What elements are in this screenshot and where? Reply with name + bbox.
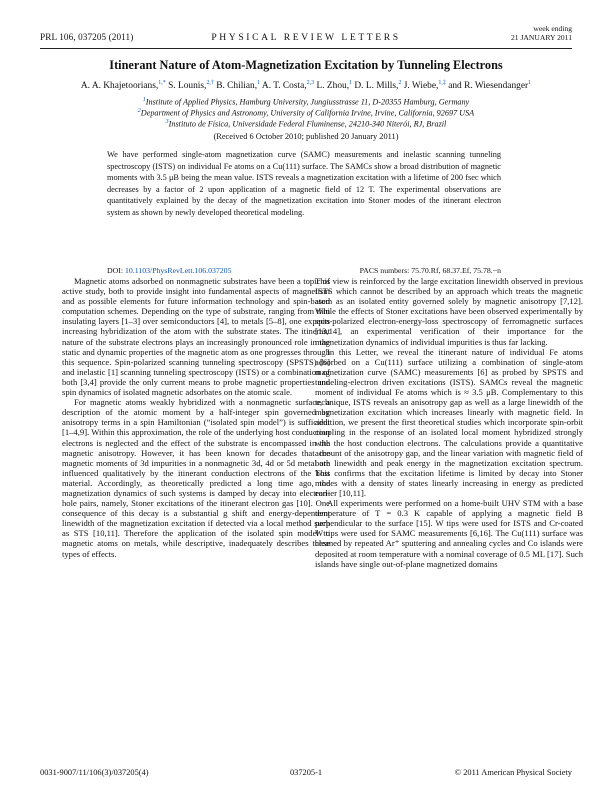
doi-line xyxy=(107,266,231,275)
journal-citation: PRL 106, 037205 (2011) xyxy=(40,32,134,42)
affiliation-text: Department of Physics and Astronomy, University of California Irvine, Irvine, California, 92697 USA xyxy=(140,108,475,118)
affiliation-1 xyxy=(40,97,572,107)
body-paragraph: This view is reinforced by the large excitation linewidth observed in previous ISTS which cannot be described by an approach which treats the magnetic atom as an isolated entity governed solely by magnetic anisotropy [7,12]. While the effects of Stoner excitations have been observed experimentally by spin-polarized electron-energy-loss spectroscopy of ferromagnetic surfaces [13,14], an experimental verification of their importance for the magnetization dynamics of individual impurities is thus far lacking. xyxy=(315,276,583,347)
pacs-numbers: PACS numbers: 75.70.Rf, 68.37.Ef, 75.78.−n xyxy=(359,266,501,275)
doi-label: DOI: xyxy=(107,266,125,275)
week-label: week ending xyxy=(533,24,572,33)
received-dates: (Received 6 October 2010; published 20 January 2011) xyxy=(213,132,399,141)
week-date: 21 JANUARY 2011 xyxy=(510,33,572,42)
affiliation-text: Instituto de Física, Universidade Federal Fluminense, 24210-340 Niterói, RJ, Brazil xyxy=(168,119,447,129)
copyright: © 2011 American Physical Society xyxy=(454,768,572,777)
body-paragraph: Magnetic atoms adsorbed on nonmagnetic substrates have been a topic of active study, both to provide insight into fundamental aspects of magnetism and as possible elements for future information technology and spin-based computation schemes. Depending on the type of substrate, ranging from thin insulating layers [1–3] over semiconductors [4], to metals [5–8], one expects increasing hybridization of the atom with the substrate states. The itinerant nature of the substrate electrons plays an increasingly pronounced role in the static and dynamic properties of the magnetic atom as one progresses through this sequence. Spin-polarized scanning tunneling spectroscopy (SPSTS) [6] and inelastic [1] scanning tunneling spectroscopy (ISTS) or a combination of both [3,4] provide the only current means to probe magnetic properties and spin dynamics of isolated magnetic adsorbates on the atomic scale. xyxy=(62,276,330,398)
author: A. T. Costa, xyxy=(261,81,307,92)
affiliation-3 xyxy=(40,119,572,129)
doi-link[interactable]: 10.1103/PhysRevLett.106.037205 xyxy=(124,266,232,275)
author-affil-mark[interactable]: 1,* xyxy=(158,80,166,86)
author-list xyxy=(40,80,572,91)
running-header xyxy=(40,24,572,48)
author: A. A. Khajetoorians, xyxy=(80,81,159,92)
author-affil-mark[interactable]: 1 xyxy=(528,80,532,86)
author: J. Wiebe, xyxy=(403,81,439,92)
issue-date xyxy=(511,24,572,42)
footer-code: 0031-9007/11/106(3)/037205(4) xyxy=(40,768,149,777)
left-column xyxy=(62,276,330,559)
author-affil-mark[interactable]: 1 xyxy=(349,80,353,86)
affiliation-number: 1 xyxy=(142,97,146,103)
abstract: We have performed single-atom magnetization curve (SAMC) measurements and inelastic scanning tunneling spectroscopy (ISTS) on individual Fe atoms on a Cu(111) surface. The SAMCs show a broad distribution of magnetic moments with 3.5 μB being the mean value. ISTS reveals a magnetization excitation with a lifetime of 200 fsec which decreases by a factor of 2 upon application of a magnetic field of 12 T. The experimental observations are quantitatively explained by the decay of the magnetization excitation into Stoner modes of the itinerant electron system as shown by newly developed theoretical modeling. xyxy=(107,150,501,217)
author: and R. Wiesendanger xyxy=(448,81,529,92)
author-affil-mark[interactable]: 1 xyxy=(257,80,261,86)
author: B. Chilian, xyxy=(216,81,258,92)
affiliation-number: 3 xyxy=(165,119,169,125)
body-paragraph: In this Letter, we reveal the itinerant nature of individual Fe atoms adsorbed on a Cu(111) surface utilizing a combination of single-atom magnetization curve (SAMC) measurements [6] as probed by SPSTS and tunneling-electron driven excitations (ISTS). SAMCs reveal the magnetic moment of individual Fe atoms which is ≈ 3.5 μB. Complementary to this technique, ISTS reveals an anisotropy gap as well as a large linewidth of the magnetization excitation which increases linearly with magnetic field. In addition, we present the first theoretical studies which incorporate spin-orbit coupling in the response of an isolated local moment hybridized strongly with the host conduction electrons. The calculations provide a quantitative account of the anisotropy gap, and the linear variation with magnetic field of both linewidth and peak energy in the magnetization excitation spectrum. This confirms that the excitation lifetime is limited by decay into Stoner modes with a density of states linearly increasing in energy as predicted earlier [10,11]. xyxy=(315,346,583,498)
affiliation-2 xyxy=(40,108,572,118)
author-affil-mark[interactable]: 2 xyxy=(398,80,402,86)
author-affil-mark[interactable]: 2,3 xyxy=(306,80,315,86)
journal-name: PHYSICAL REVIEW LETTERS xyxy=(211,32,401,43)
header-rule xyxy=(40,48,572,49)
author-affil-mark[interactable]: 1,‡ xyxy=(438,80,446,86)
author-affil-mark[interactable]: 2,† xyxy=(206,80,214,86)
paper-title: Itinerant Nature of Atom-Magnetization Excitation by Tunneling Electrons xyxy=(109,58,503,72)
author: S. Lounis, xyxy=(168,81,207,92)
body-paragraph: For magnetic atoms weakly hybridized with a nonmagnetic surface, a description of the atomic moment by a half-integer spin governed by anisotropy terms in a spin Hamiltonian (“isolated spin model”) is sufficient [1–4,9]. Within this approximation, the role of the underlying host conduction electrons is neglected and the effect of the substrate is encompassed in the magnetic anisotropy. However, it has been known for decades that the magnetic moments of 3d impurities in a nonmagnetic 3d, 4d or 5d metal are influenced qualitatively by the itinerant conduction electrons of the host material. Accordingly, as theoretically predicted a long time ago, the magnetization dynamics of such systems is damped by decay into electron-hole pairs, namely, Stoner excitations of the itinerant electron gas [10]. One consequence of this decay is a substantial g shift and energy-dependent linewidth of the magnetization excitation if detected via a local method such as STS [10,11]. Therefore the application of the isolated spin model to magnetic atoms on metals, while descriptive, inadequately describes these types of effects. xyxy=(62,397,331,559)
author: L. Zhou, xyxy=(316,81,350,92)
affiliation-number: 2 xyxy=(137,108,141,114)
page-number: 037205-1 xyxy=(289,768,323,777)
right-column xyxy=(315,276,583,569)
body-paragraph: All experiments were performed on a home-built UHV STM with a base temperature of T = 0.3 K capable of applying a magnetic field B perpendicular to the surface [15]. W tips were used for ISTS and Cr-coated W tips were used for SAMC measurements [6,16]. The Cu(111) surface was cleaned by repeated Ar⁺ sputtering and annealing cycles and Co islands were deposited at room temperature with a nominal coverage of 0.5 ML [17]. Such islands have single out-of-plane magnetized domains xyxy=(315,498,583,569)
author: D. L. Mills, xyxy=(354,81,399,92)
affiliation-text: Institute of Applied Physics, Hamburg University, Jungiusstrasse 11, D-20355 Hamburg, Germany xyxy=(145,97,470,107)
